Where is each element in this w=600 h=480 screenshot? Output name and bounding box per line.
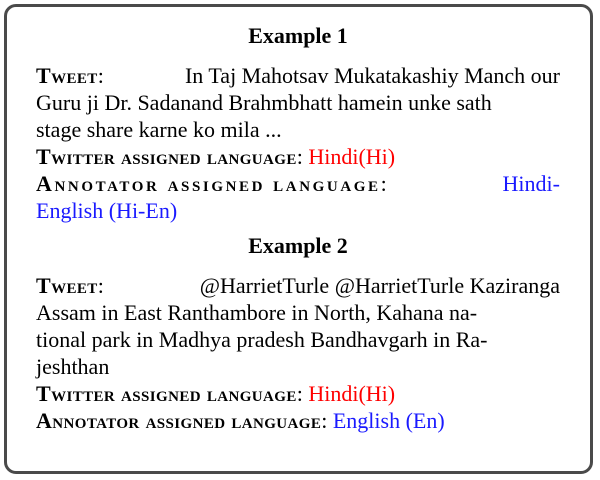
- example-2-tweet-line-2: [36, 299, 560, 326]
- example-2-tweet-label: Tweet: [36, 273, 98, 298]
- separator: :: [97, 273, 104, 298]
- example-1-tweet-text-2: Guru ji Dr. Sadanand Brahmbhatt hamein unke sath: [36, 90, 492, 115]
- example-2-tweet-text-2: Assam in East Ranthambore in North, Kahana na-: [36, 300, 478, 325]
- example-1-annotator-lead: [36, 170, 387, 197]
- example-1-annotator-language-row: [36, 170, 560, 197]
- example-1-tweet-lead: [36, 62, 104, 89]
- example-1-annotator-label: Annotator assigned language: [36, 171, 381, 196]
- example-1-tweet-label: Tweet: [36, 63, 98, 88]
- example-1-tweet: [36, 62, 560, 143]
- separator: :: [380, 171, 387, 196]
- example-2-tweet: [36, 272, 560, 380]
- separator: :: [321, 408, 328, 433]
- example-1-twitter-label: Twitter assigned language: [36, 144, 297, 169]
- example-2-tweet-line-3: [36, 326, 560, 353]
- example-2-title: Example 2: [248, 233, 348, 258]
- example-2-annotator-value: English (En): [332, 408, 445, 433]
- example-1-annotator-value-part2: English (Hi-En): [36, 198, 178, 223]
- separator: :: [296, 381, 303, 406]
- separator: :: [97, 63, 104, 88]
- separator: :: [296, 144, 303, 169]
- example-2-tweet-text-4: jeshthan: [36, 354, 110, 379]
- example-2-tweet-text-1: @HarrietTurle @HarrietTurle Kaziranga: [199, 273, 560, 298]
- example-1-twitter-value: Hindi(Hi): [308, 144, 396, 169]
- example-2-twitter-label: Twitter assigned language: [36, 381, 297, 406]
- examples-content: [36, 22, 560, 434]
- example-1-annotator-value-part1: Hindi-: [502, 171, 560, 196]
- example-1-tweet-text-1: In Taj Mahotsav Mukatakashiy Manch our: [184, 63, 560, 88]
- example-1-tweet-text-3: stage share karne ko mila ...: [36, 117, 282, 142]
- example-2-tweet-text-3: tional park in Madhya pradesh Bandhavgarh in Ra-: [36, 327, 488, 352]
- example-2-tweet-line-1: [36, 272, 560, 299]
- example-2-twitter-value: Hindi(Hi): [308, 381, 396, 406]
- example-2-twitter-language-row: [36, 380, 560, 407]
- example-1-title: Example 1: [248, 23, 348, 48]
- example-1-twitter-language-row: [36, 143, 560, 170]
- example-2-annotator-label: Annotator assigned language: [36, 408, 322, 433]
- example-1-tweet-line-1: [36, 62, 560, 89]
- example-2-tweet-lead: [36, 272, 104, 299]
- example-2-annotator-language-row: [36, 407, 560, 434]
